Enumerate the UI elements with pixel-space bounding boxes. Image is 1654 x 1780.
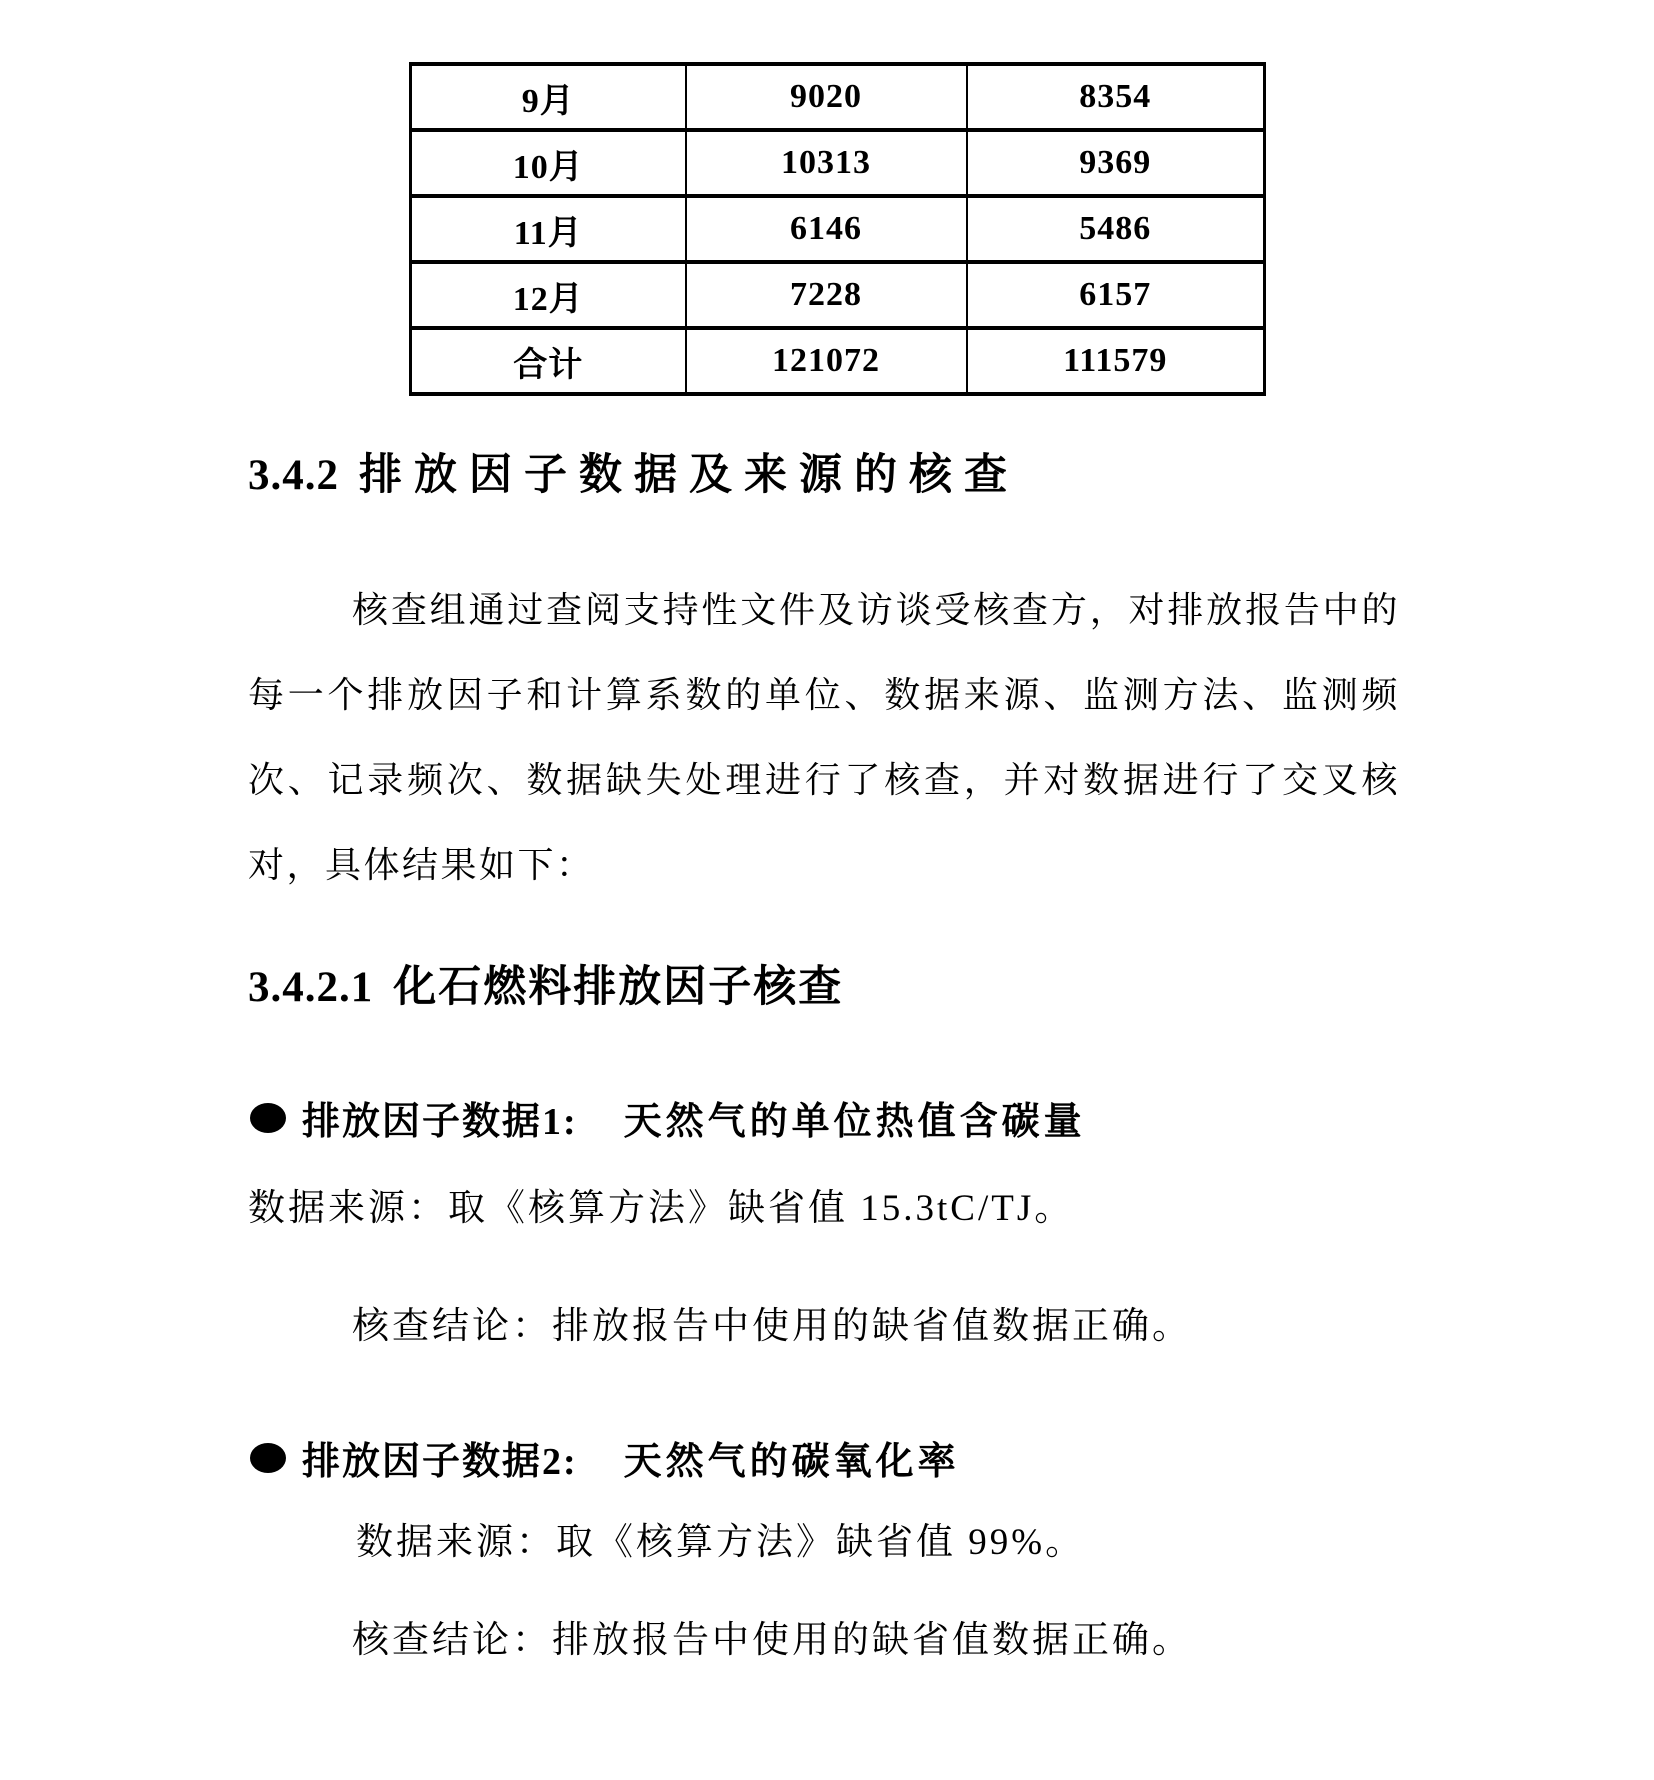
value-cell: 6146 xyxy=(686,196,967,262)
value-cell: 9369 xyxy=(967,130,1265,196)
bullet-icon xyxy=(250,1103,286,1133)
total-value-cell: 121072 xyxy=(686,328,967,394)
section-heading-342 xyxy=(248,450,1019,502)
section-number: 3.4.2.1 xyxy=(248,964,374,1011)
month-cell: 12月 xyxy=(411,262,686,328)
section-title: 化石燃料排放因子核查 xyxy=(393,964,844,1011)
paragraph-line: 核查组通过查阅支持性文件及访谈受核查方，对排放报告中的 xyxy=(352,590,1400,630)
factor1-conclusion: 核查结论：排放报告中使用的缺省值数据正确。 xyxy=(352,1306,1192,1347)
factor1-bullet-row xyxy=(250,1090,1086,1145)
table-row xyxy=(411,196,1265,262)
factor1-label: 排放因子数据1: xyxy=(302,1101,578,1143)
month-cell: 9月 xyxy=(411,64,686,130)
paragraph-line: 次、记录频次、数据缺失处理进行了核查，并对数据进行了交叉核 xyxy=(248,760,1400,800)
value-cell: 6157 xyxy=(967,262,1265,328)
table-total-row xyxy=(411,328,1265,394)
factor1-title: 天然气的单位热值含碳量 xyxy=(623,1101,1086,1143)
factor2-conclusion: 核查结论：排放报告中使用的缺省值数据正确。 xyxy=(352,1620,1192,1661)
factor2-source: 数据来源：取《核算方法》缺省值 99%。 xyxy=(356,1522,1086,1563)
factor1-source: 数据来源：取《核算方法》缺省值 15.3tC/TJ。 xyxy=(248,1188,1075,1229)
table-row xyxy=(411,262,1265,328)
value-cell: 9020 xyxy=(686,64,967,130)
bullet-icon xyxy=(250,1443,286,1473)
monthly-data-table xyxy=(409,62,1266,396)
factor2-title: 天然气的碳氧化率 xyxy=(623,1441,960,1483)
section-heading-3421 xyxy=(248,962,843,1014)
total-label-cell: 合计 xyxy=(411,328,686,394)
table-row xyxy=(411,64,1265,130)
value-cell: 5486 xyxy=(967,196,1265,262)
value-cell: 8354 xyxy=(967,64,1265,130)
factor2-label: 排放因子数据2: xyxy=(302,1441,578,1483)
paragraph-line: 对，具体结果如下： xyxy=(248,845,595,885)
section-number: 3.4.2 xyxy=(248,452,339,499)
paragraph-line: 每一个排放因子和计算系数的单位、数据来源、监测方法、监测频 xyxy=(248,675,1400,715)
value-cell: 10313 xyxy=(686,130,967,196)
month-cell: 10月 xyxy=(411,130,686,196)
total-value-cell: 111579 xyxy=(967,328,1265,394)
table-row xyxy=(411,130,1265,196)
factor2-bullet-row xyxy=(250,1430,960,1485)
section-title: 排放因子数据及来源的核查 xyxy=(359,452,1019,499)
month-cell: 11月 xyxy=(411,196,686,262)
value-cell: 7228 xyxy=(686,262,967,328)
